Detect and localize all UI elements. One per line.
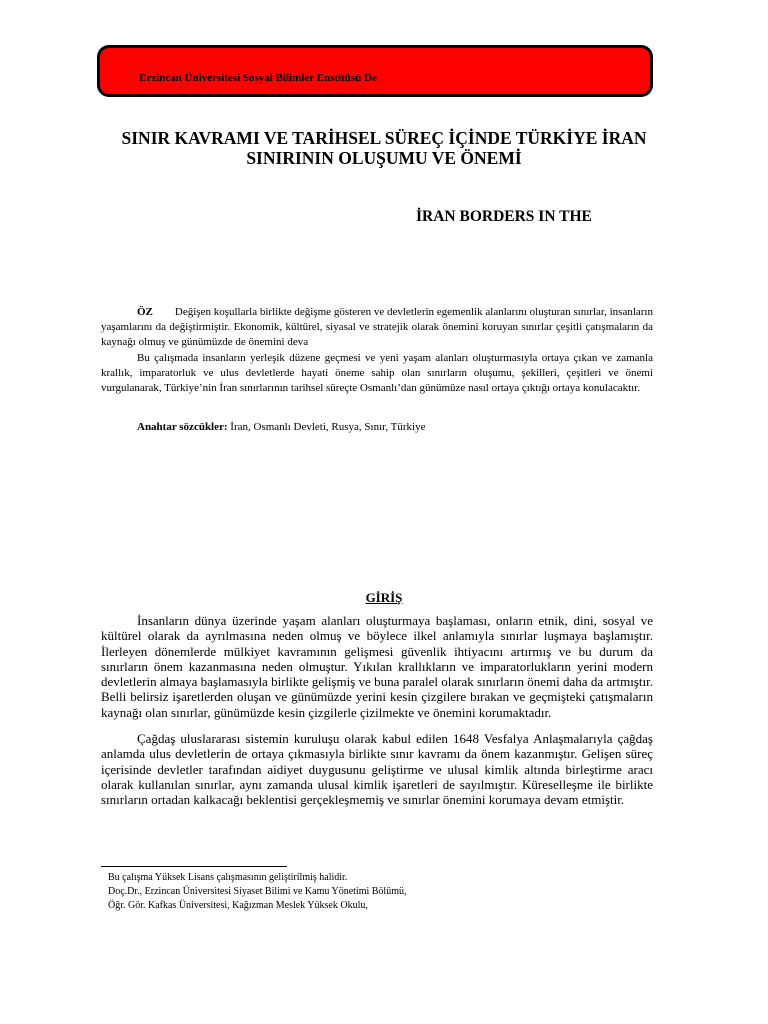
english-title: İRAN BORDERS IN THE (416, 208, 592, 225)
footnote-1: Bu çalışma Yüksek Lisans çalışmasının geliştirilmiş halidir. (108, 872, 348, 883)
abstract (101, 305, 653, 396)
footnote-3: Öğr. Gör. Kafkas Üniversitesi, Kağızman Meslek Yüksek Okulu, (108, 900, 368, 911)
abstract-paragraph-2: Bu çalışmada insanların yerleşik düzene geçmesi ve yeni yaşam alanları oluşturmasıyla ortaya çıkan ve zamanla krallık, imparatorluk ve ulus devletlerde hayati öneme sahip olan sınırların oluşumu, şekilleri, çeşitleri ve önemi vurgulanarak, Türkiye’nin İran sınırlarının tarihsel süreçte Osmanlı’dan günümüze nasıl ortaya çıktığı ortaya konulacaktır. (101, 351, 653, 395)
abstract-label: ÖZ (137, 306, 153, 318)
abstract-text-1: Değişen koşullarla birlikte değişme gösteren ve devletlerin egemenlik alanlarını oluşturan sınırlar, insanların yaşamlarını da değiştirmiştir. Ekonomik, kültürel, siyasal ve stratejik olarak önemini koruyan sınırlar çeşitli çatışmaların da kaynağı olmuş ve günümüzde de önemini deva (101, 306, 653, 349)
intro-paragraph-2: Çağdaş uluslararası sistemin kuruluşu olarak kabul edilen 1648 Vesfalya Anlaşmalarıyla çağdaş anlamda ulus devletlerin de ortaya çıkmasıyla birlikte sınır kavramı da önem kazanmıştır. Gelişen süreç içerisinde devletler tarafından aidiyet duygusunu geliştirme ve ulusal kimlik altında birleştirme aracı olarak kullanılan sınırlar, aynı zamanda ulusal kimlik işaretleri de sayılmıştır. Küreselleşme ile birlikte sınırların ortadan kalkacağı beklentisi gerçekleşmemiş ve sınırlar önemini korumaya devam etmiştir. (101, 731, 653, 808)
section-heading: GİRİŞ (365, 590, 403, 605)
journal-banner (97, 45, 653, 97)
footnote-2: Doç.Dr., Erzincan Üniversitesi Siyaset Bilimi ve Kamu Yönetimi Bölümü, (108, 886, 407, 897)
footnote-divider (101, 866, 287, 867)
footnotes (108, 871, 648, 913)
title-line-1: SINIR KAVRAMI VE TARİHSEL SÜREÇ İÇİNDE TÜRKİYE İRAN (121, 128, 647, 148)
abstract-paragraph-1 (101, 305, 653, 351)
keywords-list: İran, Osmanlı Devleti, Rusya, Sınır, Türkiye (227, 421, 426, 433)
article-title (60, 128, 708, 168)
keywords-label: Anahtar sözcükler: (137, 421, 228, 433)
title-line-2: SINIRININ OLUŞUMU VE ÖNEMİ (246, 148, 522, 168)
introduction-body (101, 613, 653, 819)
journal-name: Erzincan Üniversitesi Sosyal Bilimler Enstitüsü De (139, 72, 377, 84)
intro-paragraph-1: İnsanların dünya üzerinde yaşam alanları oluşturmaya başlaması, onların etnik, dini, sosyal ve kültürel olarak da ayrılmasına neden olmuş ve böylece ilkel anlamıyla sınırlar luşmaya başlamıştır. İlerleyen dönemlerde mülkiyet kavramının gelişmesi güvenlik ihtiyacını artırmış ve bu durum da sınırların önem kazanmasına neden olmuştur. Yıkılan krallıkların ve imparatorlukların yerini modern devletlerin almaya başlamasıyla birlikte gelişmiş ve buna paralel olarak sınırların önemi daha da artmıştır. Belli belirsiz işaretlerden oluşan ve günümüzde yerini kesin çizgilere bırakan ve geçmişteki çatışmaların kaynağı olan sınırlar, günümüzde kesin çizgilerle çizilmekte ve önemini korumaktadır. (101, 613, 653, 720)
keywords (137, 421, 425, 433)
